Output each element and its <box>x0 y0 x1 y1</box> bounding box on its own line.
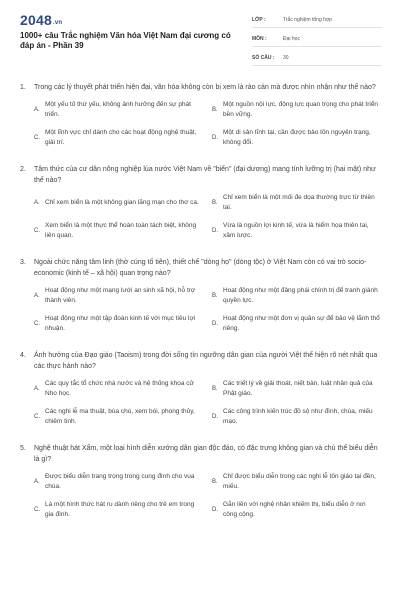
answer-options <box>34 378 380 428</box>
question-number: 1. <box>20 84 26 91</box>
question-text: Ngoài chức năng tâm linh (thờ cúng tổ tiên), thiết chế "dòng họ" (dòng tộc) ở Việt Nam còn có vai trò socio-economic (kinh tế – xã hội) quan trọng nào? <box>34 259 367 277</box>
option-letter: A. <box>34 293 40 299</box>
option-letter: A. <box>34 386 40 392</box>
option-text: Các quy tắc tổ chức nhà nước và hệ thống khoa cử Nho học. <box>45 380 194 397</box>
option-text: Là một hình thức hát ru dành riêng cho trẻ em trong gia đình. <box>45 501 195 518</box>
question-number: 4. <box>20 352 26 359</box>
meta-row-count <box>252 50 382 66</box>
option-text: Các công trình kiến trúc đồ sộ như đình, chùa, miếu mạo. <box>223 408 373 425</box>
question-5 <box>20 443 380 521</box>
answer-option-b[interactable] <box>212 378 380 400</box>
meta-label-class: LỚP : <box>252 16 266 23</box>
answer-option-d[interactable] <box>212 127 380 149</box>
option-letter: D. <box>212 507 218 513</box>
meta-value-class[interactable]: Trắc nghiệm tổng hợp <box>283 16 332 23</box>
option-text: Hoạt động như một tập đoàn kinh tế với mục tiêu lợi nhuận. <box>45 315 196 332</box>
question-1 <box>20 82 380 149</box>
answer-option-b[interactable] <box>212 99 380 121</box>
answer-option-c[interactable] <box>34 406 202 428</box>
answer-option-d[interactable] <box>212 406 380 428</box>
option-text: Hoạt động như một đảng phái chính trị để tranh giành quyền lực. <box>223 287 378 304</box>
question-list <box>20 82 380 536</box>
answer-option-b[interactable] <box>212 285 380 307</box>
answer-option-a[interactable] <box>34 99 202 121</box>
option-letter: D. <box>212 321 218 327</box>
option-text: Một di sản tĩnh tại, cần được bảo tồn nguyên trạng, không đổi. <box>223 129 371 146</box>
option-letter: C. <box>34 414 40 420</box>
meta-value-count: 30 <box>283 54 289 61</box>
question-text: Nghệ thuật hát Xẩm, một loại hình diễn xướng dân gian độc đáo, có đặc trưng không gian và chủ thể biểu diễn là gì? <box>34 445 378 463</box>
meta-row-subject <box>252 31 382 47</box>
answer-option-a[interactable] <box>34 378 202 400</box>
option-letter: C. <box>34 507 40 513</box>
question-3 <box>20 257 380 335</box>
meta-label-count: SỐ CÂU : <box>252 54 275 61</box>
logo-text: 2048 <box>20 12 52 28</box>
answer-option-a[interactable] <box>34 192 202 214</box>
page-title: 1000+ câu Trắc nghiệm Văn hóa Việt Nam đại cương có đáp án - Phần 39 <box>20 31 231 50</box>
option-letter: A. <box>34 107 40 113</box>
question-number: 3. <box>20 259 26 266</box>
answer-option-c[interactable] <box>34 313 202 335</box>
option-text: Chỉ được biểu diễn trong các nghi lễ tôn giáo tại đền, miếu. <box>223 473 376 490</box>
site-logo[interactable] <box>20 12 62 28</box>
option-letter: B. <box>212 200 218 206</box>
meta-value-subject[interactable]: Đại học <box>283 35 300 42</box>
answer-option-c[interactable] <box>34 127 202 149</box>
option-text: Vừa là nguồn lợi kinh tế, vừa là hiểm họa thiên tai, xâm lược. <box>223 222 369 239</box>
meta-label-subject: MÔN : <box>252 35 267 42</box>
answer-option-b[interactable] <box>212 471 380 493</box>
option-text: Một lĩnh vực chỉ dành cho các hoạt động nghệ thuật, giải trí. <box>45 129 197 146</box>
answer-option-c[interactable] <box>34 220 202 242</box>
answer-option-d[interactable] <box>212 499 380 521</box>
option-letter: B. <box>212 293 218 299</box>
answer-options <box>34 285 380 335</box>
option-text: Chỉ xem biển là một mối đe dọa thường trực từ thiên tai. <box>223 194 375 211</box>
question-text: Tâm thức của cư dân nông nghiệp lúa nước Việt Nam về "biển" (đại dương) mang tính lưỡng trị (hai mặt) như thế nào? <box>34 166 376 184</box>
option-text: Một yếu tố thứ yếu, không ảnh hưởng đến sự phát triển. <box>45 101 191 118</box>
answer-option-c[interactable] <box>34 499 202 521</box>
answer-options <box>34 192 380 242</box>
option-letter: D. <box>212 135 218 141</box>
question-number: 5. <box>20 445 26 452</box>
option-text: Các nghi lễ ma thuật, bùa chú, xem bói, phong thủy, chiêm tinh. <box>45 408 195 425</box>
answer-option-a[interactable] <box>34 285 202 307</box>
option-text: Một nguồn nội lực, động lực quan trọng cho phát triển bền vững. <box>223 101 379 118</box>
question-text: Trong các lý thuyết phát triển hiện đại, văn hóa không còn bị xem là rào cản mà được nhìn nhận như thế nào? <box>34 84 376 91</box>
answer-option-d[interactable] <box>212 220 380 242</box>
answer-option-b[interactable] <box>212 192 380 214</box>
option-text: Được biểu diễn trang trọng trong cung đình cho vua chúa. <box>45 473 195 490</box>
option-letter: D. <box>212 414 218 420</box>
option-text: Hoạt động như một mạng lưới an sinh xã hội, hỗ trợ thành viên. <box>45 287 196 304</box>
answer-option-d[interactable] <box>212 313 380 335</box>
question-4 <box>20 350 380 428</box>
option-letter: C. <box>34 135 40 141</box>
option-text: Chỉ xem biển là một không gian lãng mạn cho thơ ca. <box>45 199 199 206</box>
option-letter: B. <box>212 479 218 485</box>
answer-options <box>34 471 380 521</box>
answer-options <box>34 99 380 149</box>
question-2 <box>20 164 380 242</box>
header <box>0 0 400 62</box>
option-text: Hoạt động như một đơn vị quân sự để bảo vệ lãnh thổ riêng. <box>223 315 380 332</box>
option-letter: B. <box>212 107 218 113</box>
meta-row-class <box>252 12 382 28</box>
option-letter: C. <box>34 228 40 234</box>
option-letter: A. <box>34 479 40 485</box>
option-letter: A. <box>34 200 40 206</box>
meta-panel <box>252 12 382 69</box>
question-text: Ảnh hưởng của Đạo giáo (Taoism) trong đời sống tín ngưỡng dân gian của người Việt thể hiện rõ nét nhất qua các thực hành nào? <box>34 352 378 370</box>
option-text: Gắn liền với nghệ nhân khiếm thị, biểu diễn ở nơi công cộng. <box>223 501 366 518</box>
option-letter: C. <box>34 321 40 327</box>
answer-option-a[interactable] <box>34 471 202 493</box>
question-number: 2. <box>20 166 26 173</box>
option-text: Xem biển là một thực thể hoàn toàn tách biệt, không liên quan. <box>45 222 197 239</box>
logo-tld: .vn <box>52 20 63 26</box>
option-text: Các triết lý về giải thoát, niết bàn, luật nhân quả của Phật giáo. <box>223 380 373 397</box>
option-letter: B. <box>212 386 218 392</box>
option-letter: D. <box>212 228 218 234</box>
